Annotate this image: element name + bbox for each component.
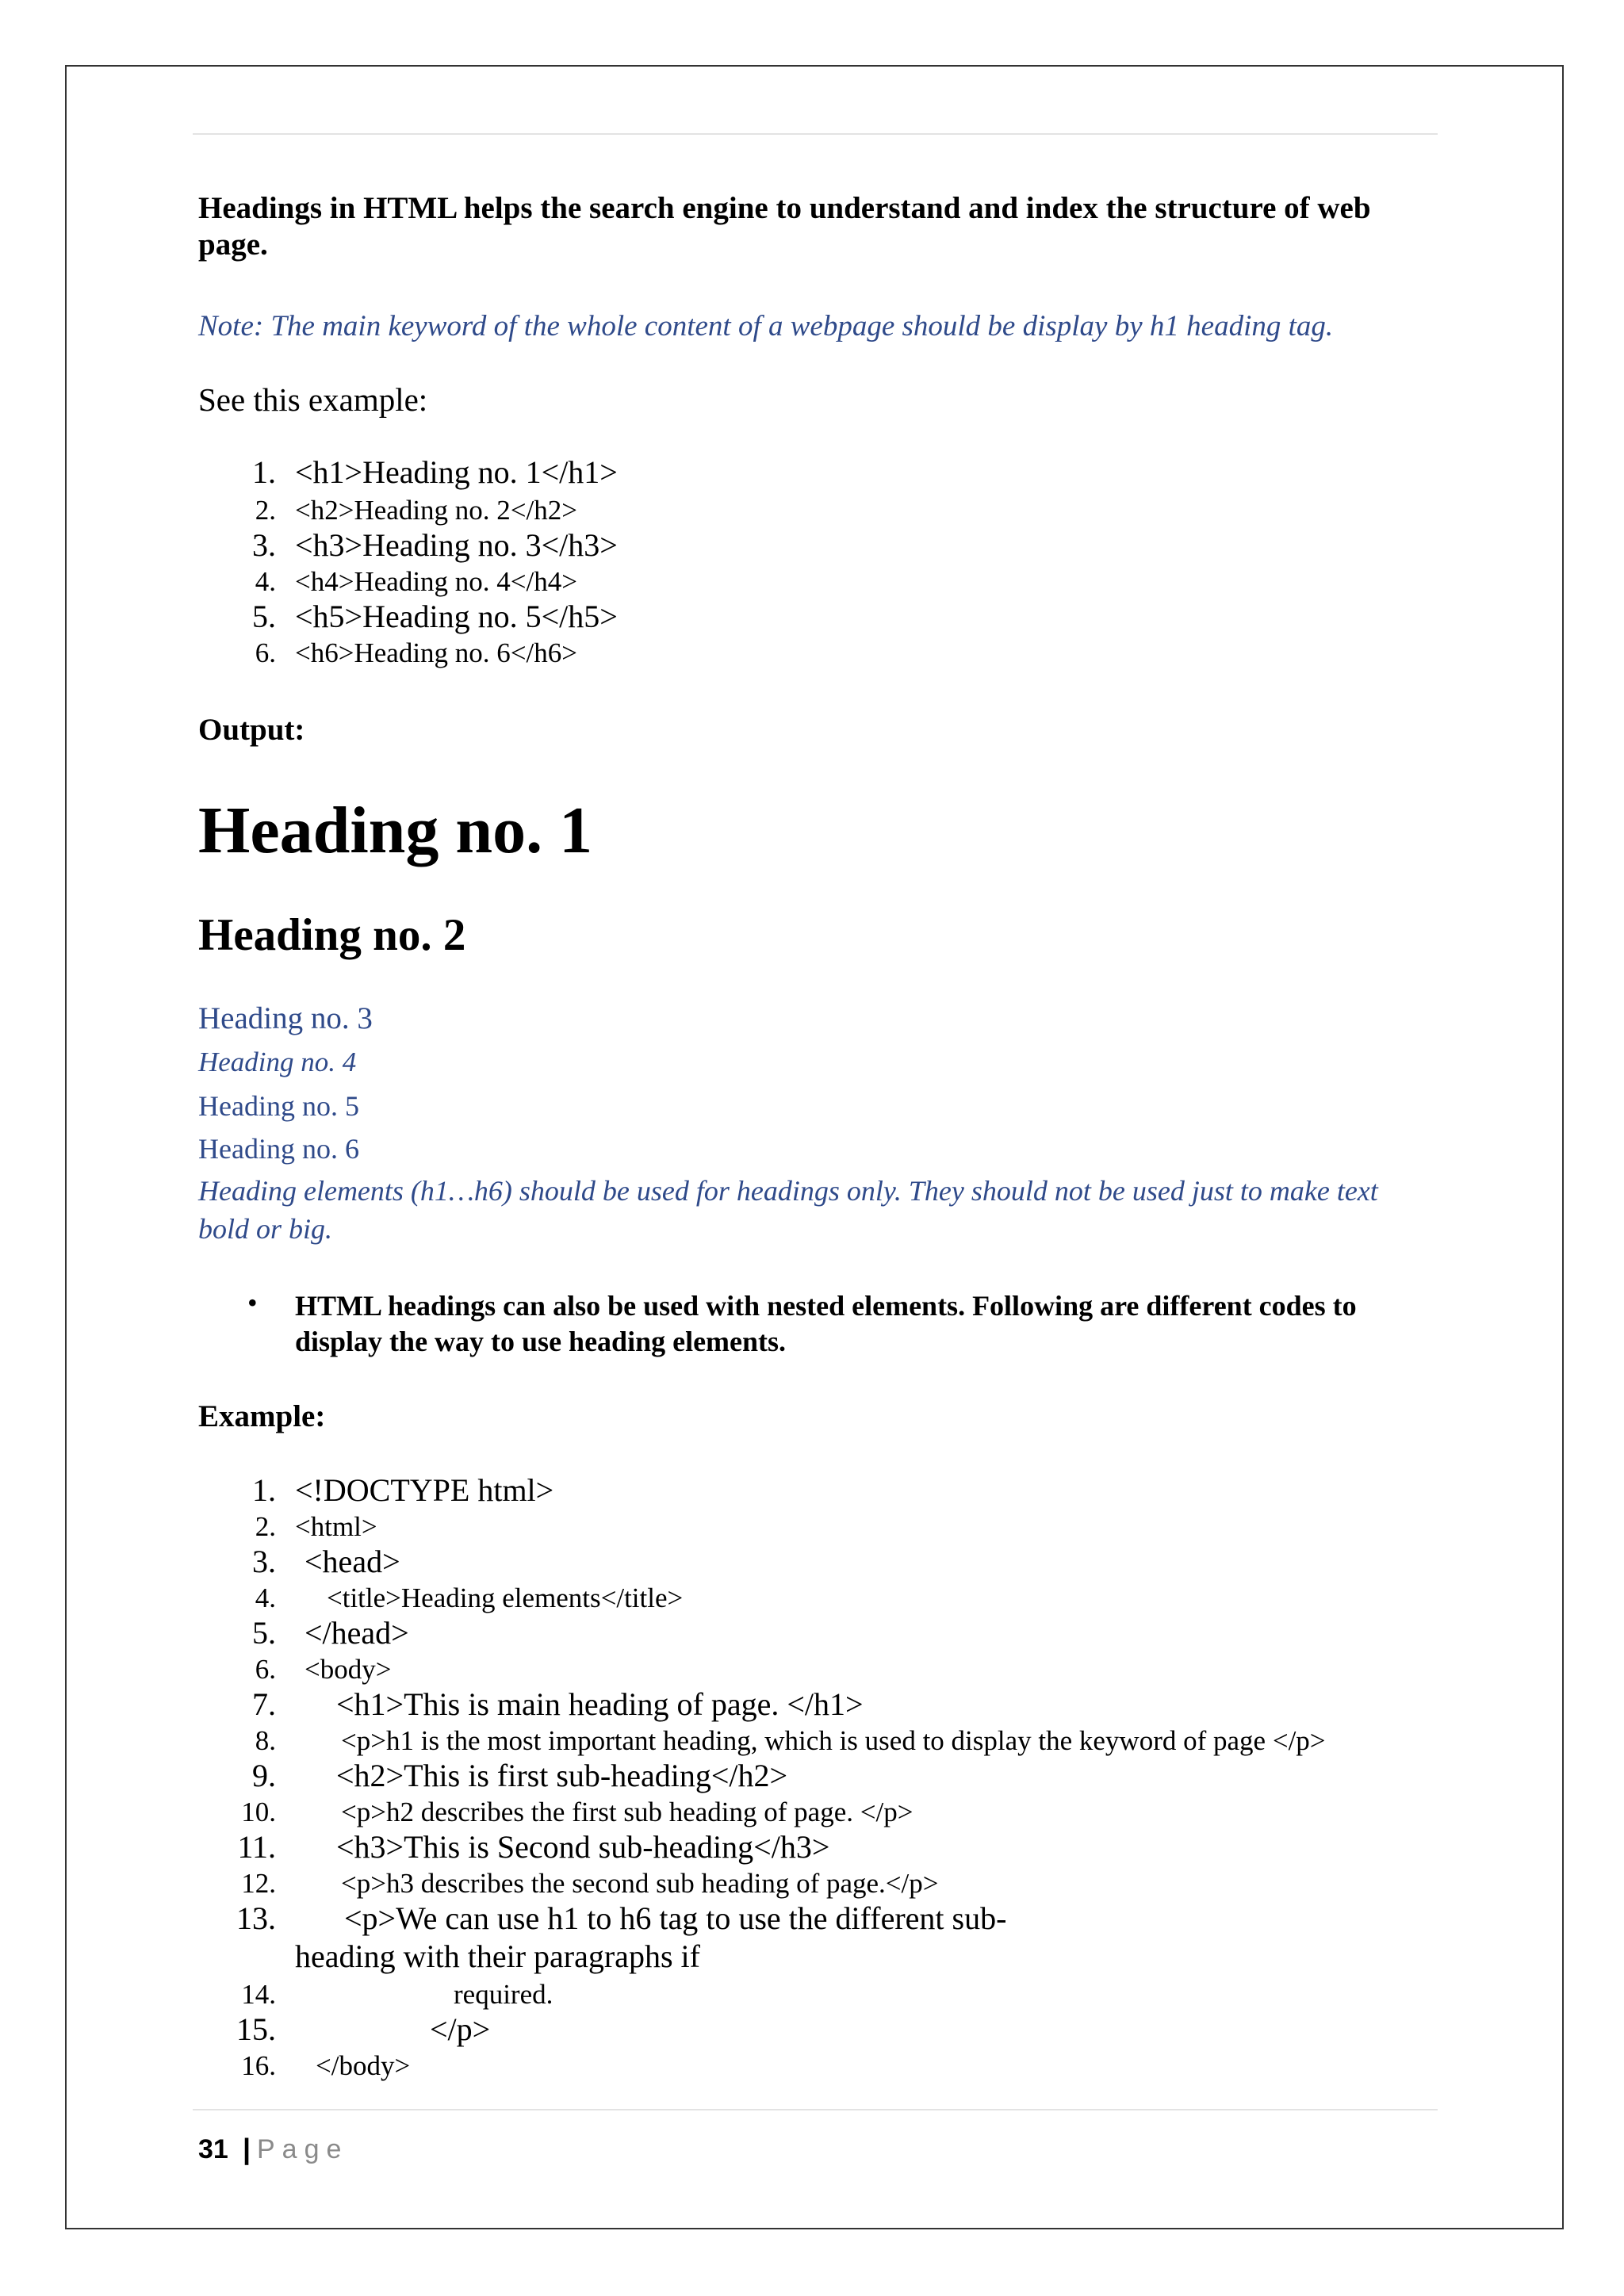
output-label: Output: (198, 713, 305, 747)
note-text: Note: The main keyword of the whole content of a webpage should be display by h1 heading tag. (198, 310, 1334, 342)
see-example-text: See this example: (198, 381, 428, 418)
header-rule (193, 133, 1438, 135)
example-label: Example: (198, 1399, 326, 1433)
footer-separator: | (243, 2133, 251, 2165)
output-heading-3: Heading no. 3 (198, 1001, 373, 1035)
footer-rule (193, 2109, 1438, 2110)
output-heading-2: Heading no. 2 (198, 910, 466, 960)
page-label: Page (257, 2134, 349, 2164)
page-number: 31 (198, 2134, 228, 2164)
output-heading-1: Heading no. 1 (198, 794, 593, 867)
output-heading-5: Heading no. 5 (198, 1090, 359, 1122)
bullet-icon: • (247, 1287, 258, 1318)
caution-note: Heading elements (h1…h6) should be used for headings only. They should not be used just to make text bold or big. (198, 1175, 1378, 1245)
output-heading-6: Heading no. 6 (198, 1133, 359, 1165)
intro-paragraph: Headings in HTML helps the search engine to understand and index the structure of web page. (198, 191, 1371, 262)
output-heading-4: Heading no. 4 (198, 1047, 357, 1077)
bullet-text: HTML headings can also be used with nested elements. Following are different codes to display the way to use heading elements. (295, 1290, 1357, 1357)
